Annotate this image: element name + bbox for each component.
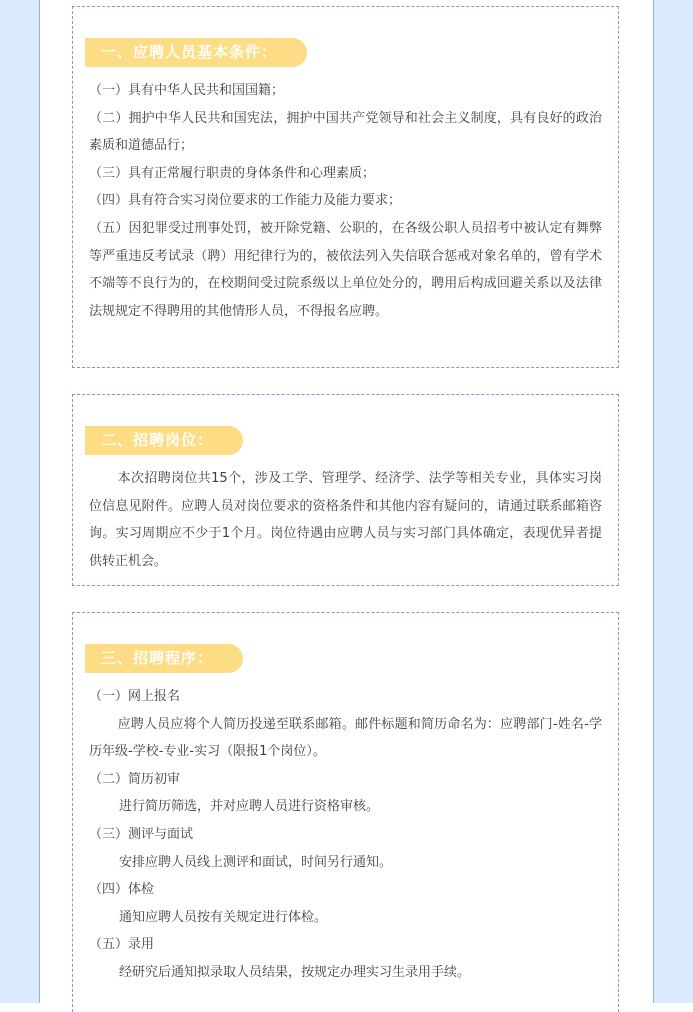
procedure-step-heading: （三）测评与面试	[89, 826, 194, 842]
procedure-step-text: 经研究后通知拟录取人员结果，按规定办理实习生录用手续。	[119, 964, 471, 980]
left-side-strip	[0, 0, 40, 1003]
section-basic-requirements	[72, 6, 619, 368]
right-side-strip	[653, 0, 693, 1003]
section-procedure	[72, 612, 619, 1012]
section-title-basic-requirements: 一、应聘人员基本条件：	[85, 38, 307, 67]
requirement-item: （五）因犯罪受过刑事处罚，被开除党籍、公职的，在各级公职人员招考中被认定有舞弊等严重违反考试录（聘）用纪律行为的，被依法列入失信联合惩戒对象名单的，曾有学术不端等不良行为的，在校期间受过院系级以上单位处分的，聘用后构成回避关系以及法律法规规定不得聘用的其他情形人员，不得报名应聘。	[89, 220, 602, 319]
requirement-item: （三）具有正常履行职责的身体条件和心理素质；	[89, 165, 376, 181]
procedure-step-text: 通知应聘人员按有关规定进行体检。	[119, 909, 328, 925]
section-body-procedure	[89, 683, 602, 987]
section-body-positions	[89, 465, 602, 575]
section-positions	[72, 394, 619, 586]
procedure-step-text: 进行简历筛选，并对应聘人员进行资格审核。	[119, 799, 380, 815]
procedure-step-heading: （四）体检	[89, 882, 155, 898]
requirement-item: （一）具有中华人民共和国国籍；	[89, 83, 285, 98]
procedure-step-heading: （一）网上报名	[89, 689, 181, 704]
section-title-positions: 二、招聘岗位：	[85, 426, 243, 455]
procedure-step-text: 安排应聘人员线上测评和面试，时间另行通知。	[119, 854, 393, 870]
section-body-basic-requirements	[89, 77, 602, 325]
procedure-step-heading: （二）简历初审	[89, 771, 181, 787]
section-title-procedure: 三、招聘程序：	[85, 644, 243, 673]
requirement-item: （四）具有符合实习岗位要求的工作能力及能力要求；	[89, 193, 402, 209]
procedure-step-heading: （五）录用	[89, 937, 155, 953]
requirement-item: （二）拥护中华人民共和国宪法，拥护中国共产党领导和社会主义制度，具有良好的政治素质和道德品行；	[89, 110, 602, 154]
positions-paragraph: 本次招聘岗位共15个，涉及工学、管理学、经济学、法学等相关专业，具体实习岗位信息见附件。应聘人员对岗位要求的资格条件和其他内容有疑问的，请通过联系邮箱咨询。实习周期应不少于1个月。岗位待遇由应聘人员与实习部门具体确定，表现优异者提供转正机会。	[89, 471, 602, 569]
procedure-step-text: 应聘人员应将个人简历投递至联系邮箱。邮件标题和简历命名为：应聘部门-姓名-学历年级-学校-专业-实习（限报1个岗位）。	[89, 716, 602, 760]
